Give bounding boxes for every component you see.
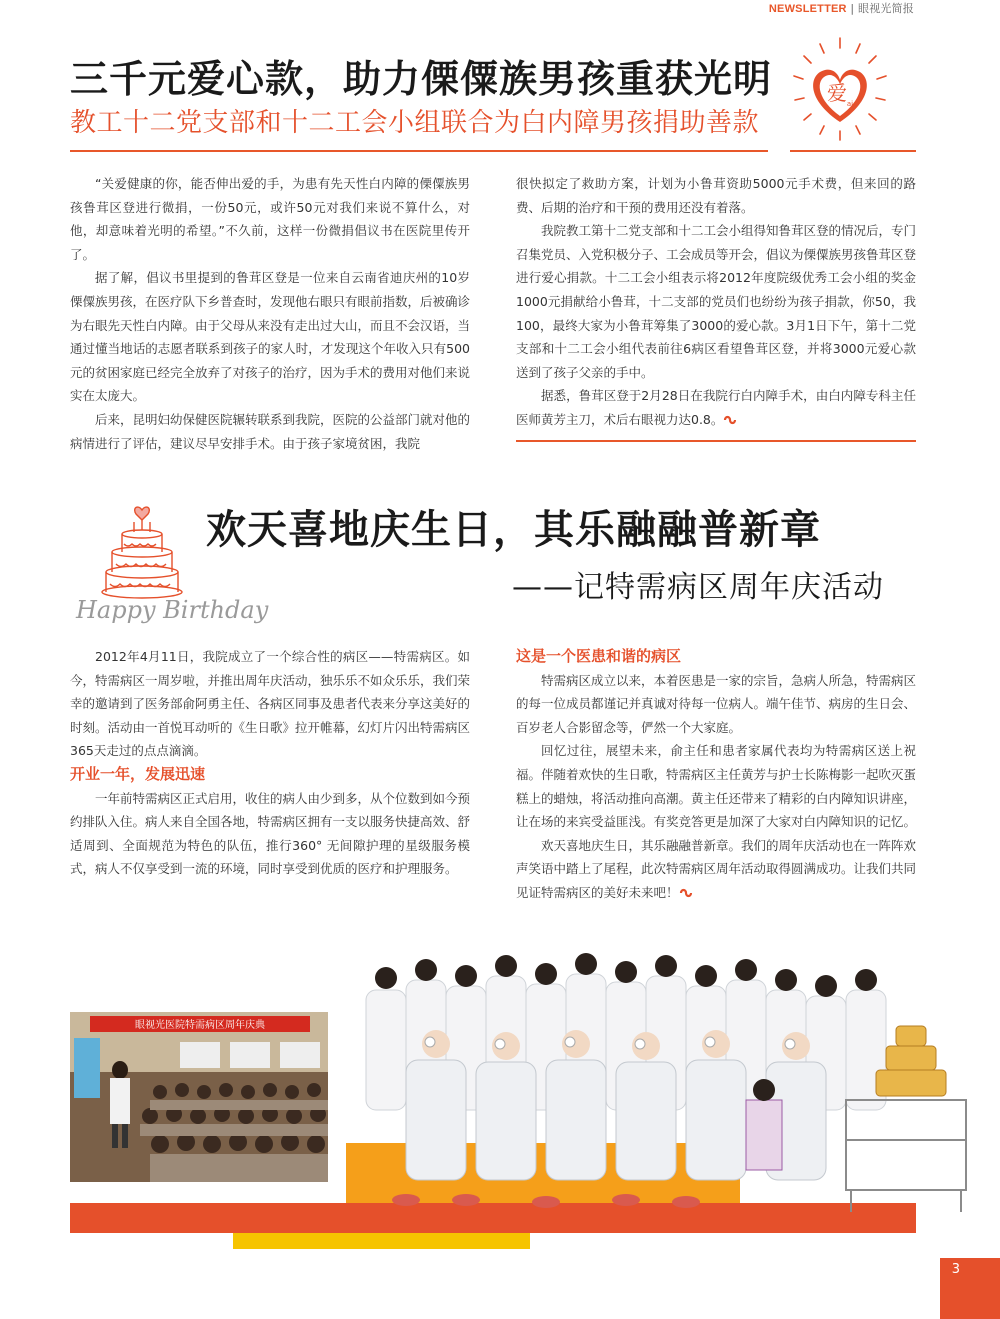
article2-subtitle: ——记特需病区周年庆活动 — [512, 570, 884, 605]
article1-column-right — [516, 172, 916, 432]
article2-title: 欢天喜地庆生日，其乐融融普新章 — [206, 507, 821, 553]
article2-column-left — [70, 645, 470, 881]
article2-paragraph: 回忆过往，展望未来，俞主任和患者家属代表均为特需病区送上祝福。伴随着欢快的生日歌，特需病区主任黄芳与护士长陈梅影一起吹灭蛋糕上的蜡烛，将活动推向高潮。黄主任还带来了精彩的白内障知识讲座，让在场的来宾受益匪浅。有奖竞答更是加深了大家对白内障知识的记忆。 — [516, 743, 917, 830]
article2-column-right — [516, 645, 916, 905]
end-mark-icon — [679, 888, 693, 898]
group-photo — [346, 950, 976, 1220]
article1-paragraph: 很快拟定了救助方案，计划为小鲁茸资助5000元手术费，但来回的路费、后期的治疗和干预的费用还没有着落。 — [516, 176, 916, 215]
article2-last-paragraph — [516, 834, 916, 905]
logo-char: 爱 — [827, 81, 847, 105]
article1-paragraph: 据了解，倡议书里提到的鲁茸区登是一位来自云南省迪庆州的10岁傈僳族男孩，在医疗队下乡普查时，发现他右眼只有眼前指数，后被确诊为右眼先天性白内障。由于父母从来没有走出过大山，而且不会汉语，当通过懂当地话的志愿者联系到孩子的家人时，才发现这个年收入只有500元的贫困家庭已经完全放弃了对孩子的治疗，因为手术的费用对他们来说实在太庞大。 — [70, 270, 471, 404]
section-heading: 开业一年，发展迅速 — [70, 764, 206, 783]
article1-logo-rule — [790, 150, 916, 152]
cake-caption: Happy Birthday — [76, 596, 269, 624]
publication-name: 眼视光简报 — [858, 2, 914, 15]
end-mark-icon — [723, 415, 737, 425]
article1-end-rule — [516, 440, 916, 442]
love-heart-logo — [790, 34, 890, 144]
article1-paragraph: “关爱健康的你，能否伸出爱的手，为患有先天性白内障的傈僳族男孩鲁茸区登进行微捐，一份50元，或许50元对我们来说不算什么，对他，却意味着光明的希望。”不久前，这样一份微捐倡议书在医院里传开了。 — [70, 176, 470, 262]
article1-column-left — [70, 172, 470, 455]
article1-title: 三千元爱心款，助力傈僳族男孩重获光明 — [70, 57, 773, 101]
photo-banner-text: 眼视光医院特需病区周年庆典 — [135, 1020, 265, 1031]
header-separator: | — [850, 2, 855, 15]
article2-intro: 2012年4月11日，我院成立了一个综合性的病区——特需病区。如今，特需病区一周岁啦，并推出周年庆活动，独乐乐不如众乐乐，我们荣幸的邀请到了医务部俞阿勇主任、各病区同事及患者代表来分享这美好的时刻。活动由一首悦耳动听的《生日歌》拉开帷幕，幻灯片闪出特需病区365天走过的点点滴滴。 — [70, 649, 471, 759]
article1-last-paragraph — [516, 384, 916, 431]
article1-subtitle: 教工十二党支部和十二工会小组联合为白内障男孩捐助善款 — [70, 108, 760, 138]
section-heading: 这是一个医患和谐的病区 — [516, 647, 682, 665]
logo-pinyin: ai — [846, 100, 854, 108]
article1-title-rule — [70, 150, 768, 152]
article1-paragraph: 后来，昆明妇幼保健医院辗转联系到我院，医院的公益部门就对他的病情进行了评估，建议尽早安排手术。由于孩子家境贫困，我院 — [70, 411, 471, 451]
article1-paragraph: 我院教工第十二党支部和十二工会小组得知鲁茸区登的情况后，专门召集党员、入党积极分子、工会成员等开会，倡议为傈僳族男孩鲁茸区登进行爱心捐款。十二工会小组表示将2012年度院级优秀工会小组的奖金1000元捐献给小鲁茸，十二支部的党员们也纷纷为孩子捐款，你50，我100，最终大家为小鲁茸筹集了3000的爱心款。3月1日下午，第十二党支部和十二工会小组代表前往6病区看望鲁茸区登，并将3000元爱心款送到了孩子父亲的手中。 — [516, 223, 917, 380]
article2-paragraph: 欢天喜地庆生日，其乐融融普新章。我们的周年庆活动也在一阵阵欢声笑语中踏上了尾程，此次特需病区周年活动取得圆满成功。让我们共同见证特需病区的美好未来吧！ — [516, 837, 917, 900]
article1-paragraph: 据悉，鲁茸区登于2月28日在我院行白内障手术，由白内障专科主任医师黄芳主刀，术后右眼视力达0.8。 — [516, 388, 916, 427]
event-lecture-photo — [70, 1012, 328, 1182]
article2-paragraph: 特需病区成立以来，本着医患是一家的宗旨，急病人所急，特需病区的每一位成员都谨记并真诚对待每一位病人。端午佳节、病房的生日会、百岁老人合影留念等，俨然一个大家庭。 — [516, 672, 917, 735]
newsletter-label: NEWSLETTER — [768, 3, 847, 15]
running-header — [769, 0, 914, 16]
article2-paragraph: 一年前特需病区正式启用，收住的病人由少到多，从个位数到如今预约排队入住。病人来自全国各地，特需病区拥有一支以服务快捷高效、舒适周到、全面规范为特色的队伍，推行360° 无间隙护理的星级服务模式，病人不仅享受到一流的环境，同时享受到优质的医疗和护理服务。 — [70, 790, 471, 877]
decorative-yellow-bar — [233, 1233, 530, 1249]
page-number: 3 — [951, 1262, 960, 1277]
